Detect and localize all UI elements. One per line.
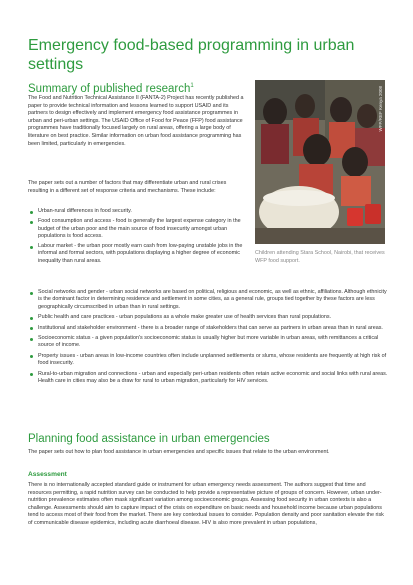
photo-children-school bbox=[255, 80, 385, 244]
assessment-heading: Assessment bbox=[28, 471, 67, 478]
assessment-text: There is no internationally accepted standard guide or instrument for urban emergency needs assessment. The authors suggest that time and resources permitting, a rapid nutrition survey can be conducted to help provide a representative picture of groups of concern. However, urban under-nutrition prevalence estimates often mask significant variation among socioeconomic groups. Assessing food security in urban contexts is also a challenge. Assessments should aim to capture impact of the crisis on expenditure on basic needs and household income because urban populations tend to access most of their food from the market. There are key contextual issues to consider. Population density and poor sanitation elevate the risk of communicable disease epidemics, including acute diarrhoeal disease. HIV is also more prevalent in urban populations, bbox=[28, 482, 384, 526]
footnote-marker[interactable]: 1 bbox=[190, 83, 194, 89]
factors-list-narrow bbox=[28, 208, 250, 268]
planning-heading: Planning food assistance in urban emergencies bbox=[28, 433, 270, 445]
photo-image bbox=[255, 80, 385, 244]
planning-intro: The paper sets out how to plan food assistance in urban emergencies and specific issues that relate to the urban environment. bbox=[28, 449, 330, 455]
photo-caption: Children attending Stara School, Nairobi, that receives WFP food support. bbox=[255, 250, 385, 264]
photo-credit: WFP/REF Kenya 2008 bbox=[378, 86, 383, 132]
summary-intro: The Food and Nutrition Technical Assistance II (FANTA-2) Project has recently published a paper to provide technical information and lessons learned to support USAID and its partners to design effectively and implement emergency food assistance programmes in urban and peri-urban settings. The USAID Office of Food for Peace (FFP) food assistance programmes have traditionally focused largely on rural areas, offering a large body of literature on best practice. Similar information on urban food assistance programming has been limited, particularly in emergencies. bbox=[28, 95, 244, 147]
list-item: Rural-to-urban migration and connections - urban and especially peri-urban residents often retain active economic and social links with rural areas. Health care in cities may also be a draw for rural to urban migration, particularly for HIV services. bbox=[28, 371, 388, 386]
summary-heading-text: Summary of published research bbox=[28, 82, 191, 95]
list-item: Food consumption and access - food is generally the largest expense category in the budget of the urban poor and the main source of food insecurity amongst urban populations is food access. bbox=[28, 218, 250, 240]
list-item: Public health and care practices - urban populations as a whole make greater use of health services than rural populations. bbox=[28, 314, 388, 321]
list-item: Socioeconomic status - a given population's socioeconomic status is usually higher but more variable in urban areas, with remittances a critical source of income. bbox=[28, 335, 388, 350]
summary-heading bbox=[28, 79, 194, 96]
factors-intro: The paper sets out a number of factors that may differentiate urban and rural crises resulting in a different set of response criteria and mechanisms. These include: bbox=[28, 180, 227, 194]
list-item: Institutional and stakeholder environment - there is a broader range of stakeholders that can serve as partners in urban areas than in rural areas. bbox=[28, 325, 388, 332]
list-item: Urban-rural differences in food security. bbox=[28, 208, 250, 215]
page-title: Emergency food-based programming in urban settings bbox=[28, 37, 355, 73]
list-item: Social networks and gender - urban social networks are based on political, religious and economic, as well as ethnic, affiliations. Although ethnicity is the dominant factor in determining residence and settlement in some cities, as a general rule, groups tied together by these factors are less geographically circumscribed in urban than in rural settings. bbox=[28, 289, 388, 311]
factors-list-wide bbox=[28, 289, 388, 388]
list-item: Labour market - the urban poor mostly earn cash from low-paying unstable jobs in the informal and formal sectors, with populations displaying a higher degree of economic inequality than rural areas. bbox=[28, 243, 250, 265]
list-item: Property issues - urban areas in low-income countries often include unplanned settlements or slums, whose residents are frequently at high risk of food insecurity. bbox=[28, 353, 388, 368]
